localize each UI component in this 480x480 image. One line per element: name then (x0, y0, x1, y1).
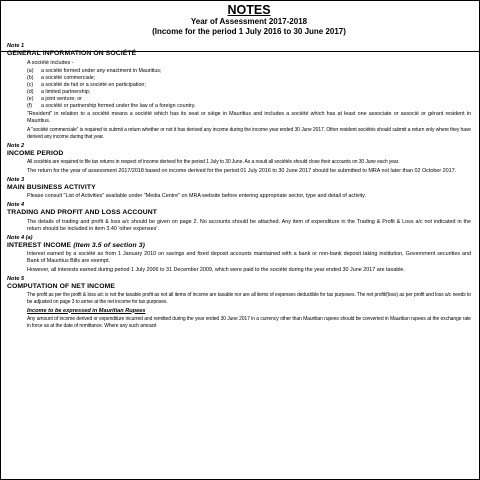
return-deadline-text: The return for the year of assessment 2017/2018 based on income derived for the period 01 July 2016 to 30 June 2017 should be submitted to MRA not later than 02 October 2017. (27, 167, 457, 174)
note-3-label: Note 3 (7, 176, 25, 183)
income-period-text: All sociétés are required to file tax returns in respect of income derived for the period 1 July to 30 June. As a result all sociétés should close their accounts on 30 June each year. (27, 159, 400, 165)
header-divider (1, 51, 479, 52)
note-3 (7, 176, 471, 201)
note-1-heading: GENERAL INFORMATION ON SOCIÉTÉ (7, 50, 137, 57)
note-3-heading: MAIN BUSINESS ACTIVITY (7, 183, 96, 191)
note-1-label: Note 1 (7, 43, 25, 49)
activity-text: Please consult "List of Activities" available under "Media Centre" on MRA website before entering appropriate sector, type and detail of activity. (27, 193, 366, 199)
assessment-year: Year of Assessment 2017-2018 (190, 17, 308, 26)
note-5 (7, 275, 471, 331)
note-5-heading: COMPUTATION OF NET INCOME (7, 282, 115, 290)
commerciale-requirement: A "société commerciale" is required to submit a return whether or not it has derived any income during the income year ended 30 June 2017. Other resident sociétés should submit a return only where they have derived any income during that year. (27, 126, 471, 140)
note-4-heading: TRADING AND PROFIT AND LOSS ACCOUNT (7, 209, 158, 216)
note-4a-heading: INTEREST INCOME (Item 3.5 of section 3) (7, 241, 145, 249)
note-4a-label: Note 4 (a) (7, 234, 33, 241)
note-4-label: Note 4 (7, 202, 25, 208)
rupees-subheading: Income to be expressed in Mauritian Rupees (27, 307, 146, 314)
list-item: (c) a société de fait or a société en participation; (27, 82, 146, 88)
list-item: (e) a joint venture; or (27, 96, 82, 102)
note-4a-heading-ref: (Item 3.5 of section 3) (73, 241, 145, 249)
page-title: NOTES (227, 3, 271, 17)
trading-account-text: The details of trading and profit & loss a/c should be given on page 2. No accounts should be attached. Any item of expenditure in the Trading & Profit & Loss a/c not indicated in the return should be included in item 3.40 'other expenses'. (27, 218, 471, 232)
note-4 (7, 202, 471, 233)
list-item: (d) a limited partnership; (27, 89, 91, 95)
resident-definition: "Resident" in relation to a société means a société which has its seat or siège in Mauritius and includes a société which has at least one associate or associé or gérant resident in Mauritius. (27, 111, 471, 124)
note-1-intro: A société includes - (27, 59, 74, 66)
income-period-caption: (Income for the period 1 July 2016 to 30 June 2017) (152, 27, 346, 36)
list-item: (b) a société commerciale; (27, 75, 96, 81)
note-2-heading: INCOME PERIOD (7, 149, 64, 157)
societe-types-list (27, 68, 471, 110)
interest-taxable-text: However, all interests earned during period 1 July 2006 to 31 December 2009, which were paid to the société during the year ended 30 June 2017 are taxable. (27, 266, 405, 273)
net-income-text: The profit as per the profit & loss a/c is not the taxable profit as not all items of income are taxable nor are all items of expenses deductible for tax purposes. The net profit/(loss) as per profit and loss a/c needs to be adjusted on page 3 to arrive at the net income for tax purposes. (27, 292, 471, 305)
interest-exempt-text: Interest earned by a société as from 1 January 2010 on savings and fixed deposit accounts maintained with a bank or non-bank deposit taking institution, Government securities and Bank of Mauritius Bills are exempt. (27, 251, 471, 264)
note-5-label: Note 5 (7, 275, 25, 282)
note-2 (7, 142, 471, 175)
note-1 (7, 43, 471, 141)
note-2-label: Note 2 (7, 142, 25, 149)
list-item: (f) a société or partnership formed under the law of a foreign country. (27, 103, 196, 109)
note-4a (7, 234, 471, 274)
currency-conversion-text: Any amount of income derived or expenditure incurred and remitted during the year ended 30 June 2017 in a currency other than Mauritian rupees should be converted in Mauritian rupees at the exchange rate in force as at the date of remittance. Where any such amount (27, 316, 471, 329)
list-item: (a) a société formed under any enactment in Mauritius; (27, 68, 162, 74)
